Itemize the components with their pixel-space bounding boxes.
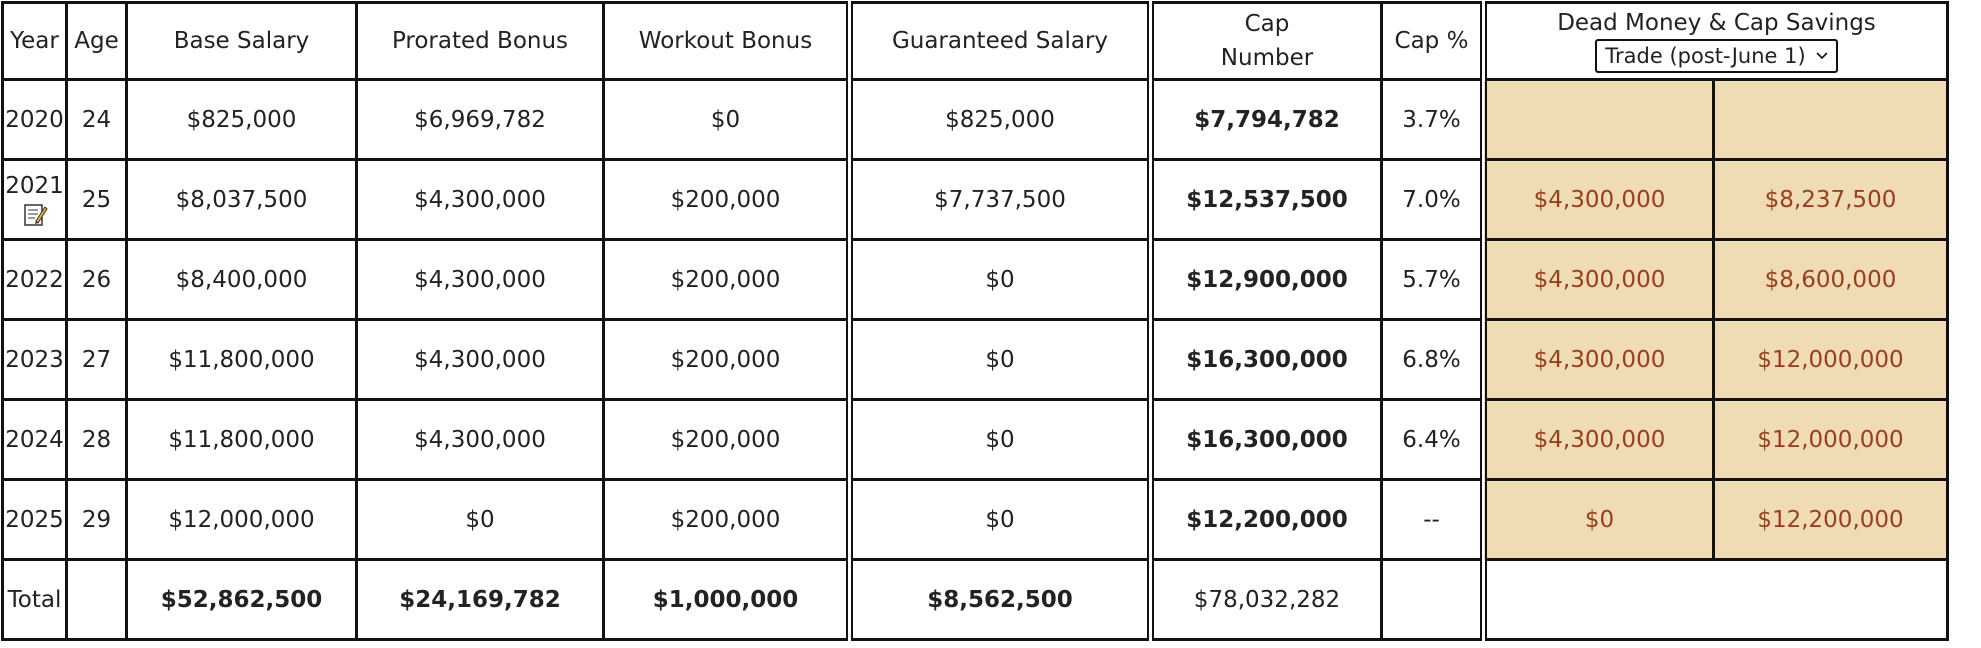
workout-bonus-cell: $200,000 [604, 240, 850, 320]
guaranteed-salary-cell: $0 [850, 320, 1151, 400]
cap-number-cell: $16,300,000 [1151, 320, 1382, 400]
table-row [3, 480, 1948, 560]
age-cell: 27 [67, 320, 127, 400]
year-cell: 2022 [3, 240, 67, 320]
cap-number-cell: $12,537,500 [1151, 160, 1382, 240]
header-dead-money-label: Dead Money & Cap Savings [1557, 10, 1876, 36]
workout-bonus-cell: $200,000 [604, 320, 850, 400]
header-prorated-bonus: Prorated Bonus [357, 3, 604, 80]
total-age-cell [67, 560, 127, 640]
table-row [3, 160, 1948, 240]
dead-money-cell: $4,300,000 [1484, 320, 1714, 400]
header-cap-pct: Cap % [1382, 3, 1484, 80]
dead-money-cell: $4,300,000 [1484, 160, 1714, 240]
year-cell: 2023 [3, 320, 67, 400]
guaranteed-salary-cell: $825,000 [850, 80, 1151, 160]
age-cell: 28 [67, 400, 127, 480]
dead-money-cell: $4,300,000 [1484, 240, 1714, 320]
total-label: Total [3, 560, 67, 640]
total-workout-bonus: $1,000,000 [604, 560, 850, 640]
guaranteed-salary-cell: $0 [850, 240, 1151, 320]
base-salary-cell: $8,037,500 [127, 160, 357, 240]
table-row [3, 320, 1948, 400]
cap-pct-cell: 3.7% [1382, 80, 1484, 160]
header-year: Year [3, 3, 67, 80]
workout-bonus-cell: $200,000 [604, 480, 850, 560]
age-cell: 29 [67, 480, 127, 560]
cap-savings-cell [1714, 80, 1948, 160]
year-label: 2021 [5, 172, 64, 199]
year-cell: 2024 [3, 400, 67, 480]
prorated-bonus-cell: $6,969,782 [357, 80, 604, 160]
workout-bonus-cell: $0 [604, 80, 850, 160]
base-salary-cell: $8,400,000 [127, 240, 357, 320]
table-row [3, 240, 1948, 320]
cap-number-cell: $12,900,000 [1151, 240, 1382, 320]
cap-pct-cell: 7.0% [1382, 160, 1484, 240]
workout-bonus-cell: $200,000 [604, 400, 850, 480]
cap-savings-cell: $12,200,000 [1714, 480, 1948, 560]
base-salary-cell: $825,000 [127, 80, 357, 160]
header-cap-number-line1: Cap [1244, 11, 1290, 37]
header-row [3, 3, 1948, 80]
cap-savings-cell: $8,237,500 [1714, 160, 1948, 240]
year-cell: 2020 [3, 80, 67, 160]
base-salary-cell: $12,000,000 [127, 480, 357, 560]
dead-money-cell: $4,300,000 [1484, 400, 1714, 480]
total-row [3, 560, 1948, 640]
dead-money-cell: $0 [1484, 480, 1714, 560]
base-salary-cell: $11,800,000 [127, 320, 357, 400]
cap-pct-cell: -- [1382, 480, 1484, 560]
prorated-bonus-cell: $4,300,000 [357, 320, 604, 400]
header-age: Age [67, 3, 127, 80]
age-cell: 25 [67, 160, 127, 240]
note-edit-icon[interactable] [22, 201, 48, 227]
cap-savings-cell: $12,000,000 [1714, 320, 1948, 400]
table-row [3, 400, 1948, 480]
age-cell: 26 [67, 240, 127, 320]
total-base-salary: $52,862,500 [127, 560, 357, 640]
cap-savings-cell: $8,600,000 [1714, 240, 1948, 320]
year-cell [3, 160, 67, 240]
guaranteed-salary-cell: $7,737,500 [850, 160, 1151, 240]
contract-table [1, 1, 1949, 641]
dead-money-scenario-value: Trade (post-June 1) [1605, 44, 1806, 68]
dead-money-cell [1484, 80, 1714, 160]
cap-savings-cell: $12,000,000 [1714, 400, 1948, 480]
base-salary-cell: $11,800,000 [127, 400, 357, 480]
chevron-down-icon [1816, 52, 1828, 60]
guaranteed-salary-cell: $0 [850, 480, 1151, 560]
cap-number-cell: $12,200,000 [1151, 480, 1382, 560]
cap-number-cell: $16,300,000 [1151, 400, 1382, 480]
header-cap-number-line2: Number [1220, 45, 1314, 71]
cap-pct-cell: 5.7% [1382, 240, 1484, 320]
prorated-bonus-cell: $0 [357, 480, 604, 560]
total-prorated-bonus: $24,169,782 [357, 560, 604, 640]
cap-pct-cell: 6.4% [1382, 400, 1484, 480]
header-cap-number [1151, 3, 1382, 80]
cap-number-cell: $7,794,782 [1151, 80, 1382, 160]
header-dead-money [1484, 3, 1948, 80]
prorated-bonus-cell: $4,300,000 [357, 400, 604, 480]
total-cap-number: $78,032,282 [1151, 560, 1382, 640]
cap-pct-cell: 6.8% [1382, 320, 1484, 400]
guaranteed-salary-cell: $0 [850, 400, 1151, 480]
year-cell: 2025 [3, 480, 67, 560]
age-cell: 24 [67, 80, 127, 160]
header-guaranteed-salary: Guaranteed Salary [850, 3, 1151, 80]
table-row [3, 80, 1948, 160]
dead-money-scenario-select[interactable] [1595, 39, 1837, 73]
header-workout-bonus: Workout Bonus [604, 3, 850, 80]
total-guaranteed-salary: $8,562,500 [850, 560, 1151, 640]
header-base-salary: Base Salary [127, 3, 357, 80]
workout-bonus-cell: $200,000 [604, 160, 850, 240]
total-cap-pct [1382, 560, 1484, 640]
prorated-bonus-cell: $4,300,000 [357, 240, 604, 320]
total-dead-money [1484, 560, 1948, 640]
prorated-bonus-cell: $4,300,000 [357, 160, 604, 240]
